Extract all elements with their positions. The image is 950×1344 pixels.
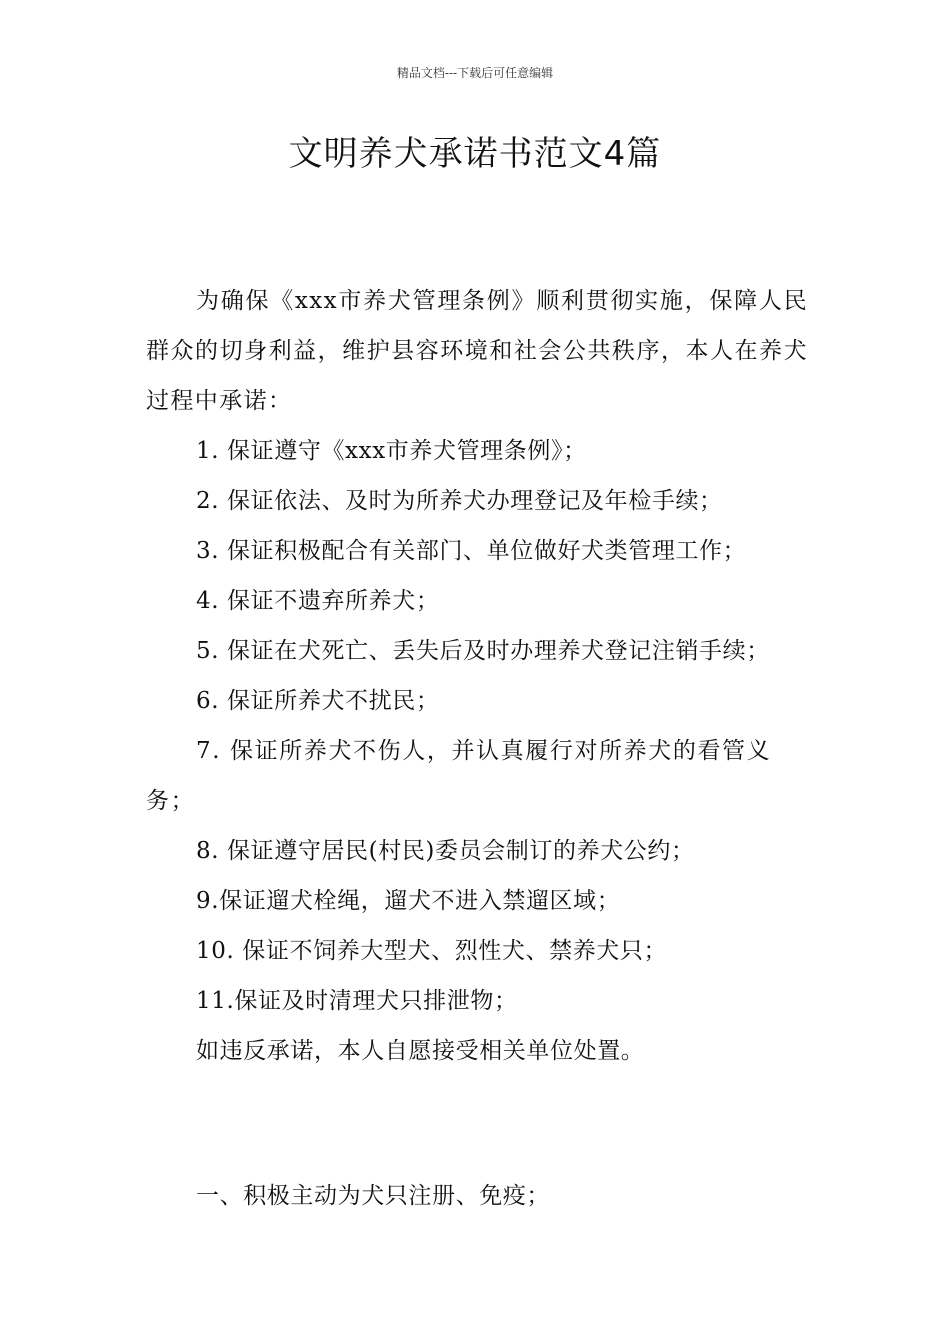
closing-paragraph: 如违反承诺，本人自愿接受相关单位处置。 [196,1038,645,1064]
document-title: 文明养犬承诺书范文4篇 [288,134,662,174]
document-body [146,276,808,1076]
page-header: 精品文档---下载后可任意编辑 [396,66,554,80]
list-item: 5. 保证在犬死亡、丢失后及时办理养犬登记注销手续； [196,638,770,664]
list-item: 7. 保证所养犬不伤人，并认真履行对所养犬的看管义务； [146,738,772,814]
section-heading: 一、积极主动为犬只注册、免疫； [196,1183,550,1209]
list-item: 9.保证遛犬栓绳，遛犬不进入禁遛区域； [196,888,621,914]
list-item: 2. 保证依法、及时为所养犬办理登记及年检手续； [196,488,723,514]
list-item: 6. 保证所养犬不扰民； [196,688,440,714]
list-item: 3. 保证积极配合有关部门、单位做好犬类管理工作； [196,538,747,564]
list-item: 10. 保证不饲养大型犬、烈性犬、禁养犬只； [196,938,668,964]
list-item: 8. 保证遵守居民(村民)委员会制订的养犬公约； [196,838,695,864]
intro-paragraph: 为确保《xxx市养犬管理条例》顺利贯彻实施，保障人民群众的切身利益，维护县容环境和社会公共秩序，本人在养犬过程中承诺： [146,288,808,414]
list-item: 11.保证及时清理犬只排泄物； [196,988,518,1014]
list-item: 4. 保证不遗弃所养犬； [196,588,440,614]
list-item: 1. 保证遵守《xxx市养犬管理条例》； [196,438,587,464]
